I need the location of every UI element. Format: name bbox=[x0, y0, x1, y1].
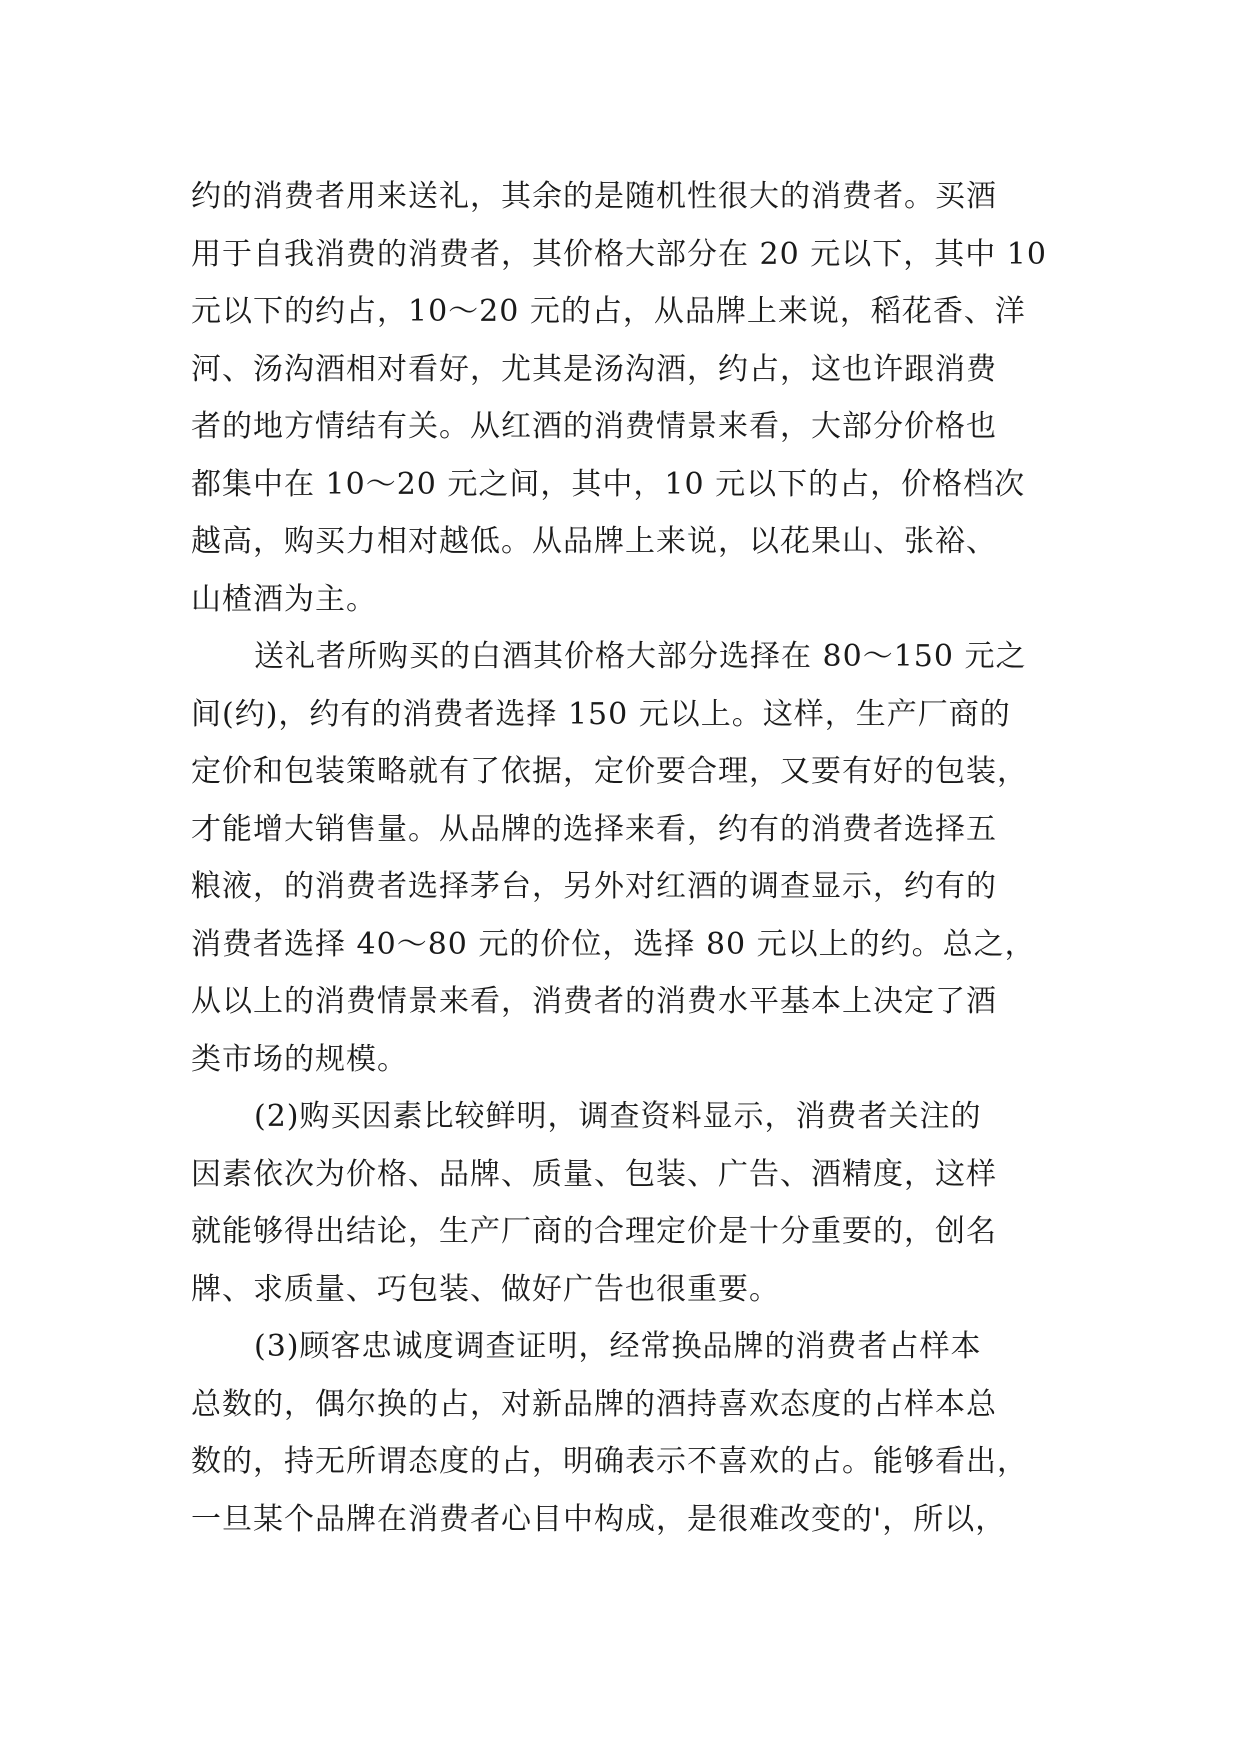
paragraph-3 bbox=[191, 1088, 1061, 1318]
text-line: 间(约)，约有的消费者选择 150 元以上。这样，生产厂商的 bbox=[191, 696, 1011, 732]
text-line: 山楂酒为主。 bbox=[191, 581, 377, 617]
text-line: (3)顾客忠诚度调查证明，经常换品牌的消费者占样本 bbox=[254, 1329, 982, 1364]
text-line: 从以上的消费情景来看，消费者的消费水平基本上决定了酒 bbox=[191, 984, 997, 1019]
text-line: 一旦某个品牌在消费者心目中构成，是很难改变的'，所以， bbox=[191, 1501, 1007, 1537]
text-line: 河、汤沟酒相对看好，尤其是汤沟酒，约占，这也许跟消费 bbox=[191, 351, 997, 387]
text-line: 定价和包装策略就有了依据，定价要合理，又要有好的包装， bbox=[191, 754, 1028, 789]
text-line: 因素依次为价格、品牌、质量、包装、广告、酒精度，这样 bbox=[191, 1156, 997, 1192]
text-line: 送礼者所购买的白酒其价格大部分选择在 80～150 元之 bbox=[254, 639, 1027, 674]
text-line: 消费者选择 40～80 元的价位，选择 80 元以上的约。总之， bbox=[191, 926, 1036, 962]
document-body bbox=[191, 168, 1061, 1548]
text-line: 越高，购买力相对越低。从品牌上来说，以花果山、张裕、 bbox=[191, 524, 997, 559]
text-line: 数的，持无所谓态度的占，明确表示不喜欢的占。能够看出， bbox=[191, 1444, 1028, 1479]
text-line: 粮液，的消费者选择茅台，另外对红酒的调查显示，约有的 bbox=[191, 869, 997, 904]
text-line: 用于自我消费的消费者，其价格大部分在 20 元以下，其中 10 bbox=[191, 236, 1047, 272]
paragraph-4 bbox=[191, 1318, 1061, 1548]
text-line: 总数的，偶尔换的占，对新品牌的酒持喜欢态度的占样本总 bbox=[191, 1386, 997, 1422]
text-line: 约的消费者用来送礼，其余的是随机性很大的消费者。买酒 bbox=[191, 179, 997, 214]
text-line: 类市场的规模。 bbox=[191, 1041, 408, 1077]
text-line: (2)购买因素比较鲜明，调查资料显示，消费者关注的 bbox=[254, 1099, 982, 1134]
text-line: 牌、求质量、巧包装、做好广告也很重要。 bbox=[191, 1271, 780, 1307]
paragraph-1 bbox=[191, 168, 1061, 628]
text-line: 元以下的约占，10～20 元的占，从品牌上来说，稻花香、洋 bbox=[191, 294, 1026, 329]
paragraph-2 bbox=[191, 628, 1061, 1088]
text-line: 者的地方情结有关。从红酒的消费情景来看，大部分价格也 bbox=[191, 409, 997, 444]
text-line: 就能够得出结论，生产厂商的合理定价是十分重要的，创名 bbox=[191, 1214, 997, 1249]
text-line: 都集中在 10～20 元之间，其中，10 元以下的占，价格档次 bbox=[191, 466, 1026, 502]
text-line: 才能增大销售量。从品牌的选择来看，约有的消费者选择五 bbox=[191, 811, 997, 847]
